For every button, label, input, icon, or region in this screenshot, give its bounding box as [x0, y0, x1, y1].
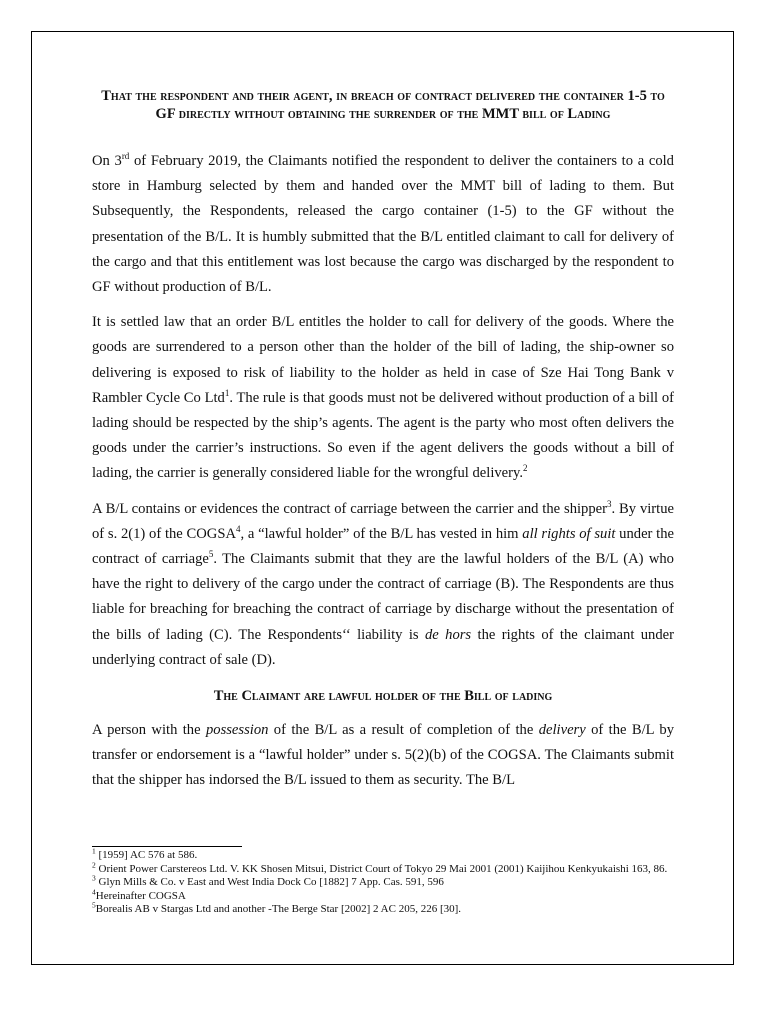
footnote-2: $^2$ Orient Power Carstereos Ltd. V. KK Shosen Mitsui, District Court of Tokyo 29 Mai 2001 (2001) Kaijihou Kenkyukaishi 163, 86.: [92, 859, 668, 875]
paragraph-1: On 3rd of February 2019, the Claimants notified the respondent to deliver the containers to a cold store in Hamburg selected by them and handed over the MMT bill of lading to them. But Subsequently, the Respondents, released the cargo container (1-5) to the GF without the presentation of the B/L. It is humbly submitted that the B/L entitled claimant to call for delivery of the cargo and that this entitlement was lost because the cargo was discharged by the respondent to GF without production of B/L.: [92, 151, 674, 296]
paragraph-2: It is settled law that an order B/L entitles the holder to call for delivery of the goods. Where the goods are surrendered to a person other than the holder of the bill of lading, the ship-owner so delivering is exposed to risk of liability to the holder as held in case of Sze Hai Tong Bank v Rambler Cycle Co Ltd$^1$. The rule is that goods must not be delivered without production of a bill of lading should be respected by the ship’s agents. The agent is the party who most often delivers the goods under the carrier’s instructions. So even if the agent delivers the goods without a bill of lading, the carrier is generally considered liable for the wrongful delivery.$^2$: [92, 314, 674, 482]
footnote-ref-2[interactable]: 2: [523, 463, 528, 474]
subsection-heading: The Claimant are lawful holder of the Bill of lading: [213, 688, 553, 705]
footnote-3: $^3$ Glyn Mills & Co. v East and West India Dock Co [1882] 7 App. Cas. 591, 596: [92, 873, 444, 889]
section-heading: That the respondent and their agent, in breach of contract delivered the container 1-5 to GF directly without obtaining the surrender of the MMT bill of Lading: [101, 88, 665, 122]
footnote-ref-5[interactable]: 5: [208, 549, 214, 560]
footnote-ref-1[interactable]: 1: [224, 387, 230, 398]
footnote-4: $^4$Hereinafter COGSA: [92, 887, 186, 902]
footnote-5: $^5$Borealis AB v Stargas Ltd and another -The Berge Star [2002] 2 AC 205, 226 [30].: [92, 900, 462, 916]
footnote-divider: [92, 846, 242, 847]
document-body: [92, 87, 674, 804]
footnote-1: $^1$ [1959] AC 576 at 586.: [92, 846, 198, 861]
paragraph-3: A B/L contains or evidences the contract of carriage between the carrier and the shipper$^3$. By virtue of s. 2(1) of the COGSA$^4$, a “lawful holder” of the B/L has vested in him all rights of suit under the contract of carriage$^5$. The Claimants submit that they are the lawful holders of the B/L (A) who have the right to delivery of the cargo under the contract of carriage (B). The Respondents are thus liable for breaching for breaching the contract of carriage by discharge without the presentation of the bills of lading (C). The Respondents‘‘ liability is de hors the rights of the claimant under underlying contract of sale (D).: [92, 498, 674, 668]
footnote-ref-4[interactable]: 4: [235, 523, 241, 534]
footnotes: [92, 846, 674, 917]
paragraph-4: A person with the possession of the B/L as a result of completion of the delivery of the B/L by transfer or endorsement is a “lawful holder” under s. 5(2)(b) of the COGSA. The Claimants submit that the shipper has indorsed the B/L issued to them as security. The B/L: [92, 722, 674, 789]
footnote-ref-3[interactable]: 3: [607, 498, 612, 509]
